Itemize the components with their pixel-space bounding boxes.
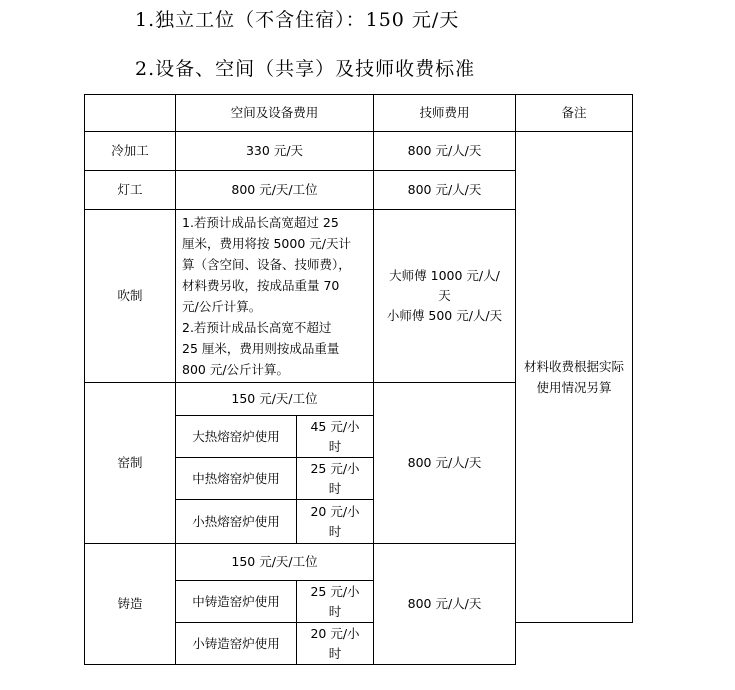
row-cold-work <box>85 132 633 171</box>
tech-line: 小师傅 500 元/人/天 <box>386 308 503 323</box>
category-kiln: 窑制 <box>85 383 176 544</box>
tech-line: 大师傅 1000 元/人/ <box>389 268 500 283</box>
desc-line: 800 元/公斤计算。 <box>182 362 290 377</box>
desc-line: 厘米，费用将按 5000 元/天计 <box>182 236 351 251</box>
price-line: 时 <box>328 480 342 496</box>
header-space-equipment: 空间及设备费用 <box>176 95 374 132</box>
desc-line: 1.若预计成品长高宽超过 25 <box>182 215 339 230</box>
price-line: 时 <box>328 645 342 661</box>
remarks-note-text: 材料收费根据实际使用情况另算 <box>524 359 625 395</box>
kiln-small-label: 小热熔窑炉使用 <box>176 500 297 544</box>
header-category <box>85 95 176 132</box>
price-line: 25 元/小 <box>310 583 360 599</box>
casting-small-label: 小铸造窑炉使用 <box>176 623 297 665</box>
kiln-large-price <box>297 416 374 458</box>
tech-fee-cold-work: 800 元/人/天 <box>374 132 516 171</box>
price-line: 时 <box>328 603 342 619</box>
desc-line: 材料费另收，按成品重量 70 <box>182 278 340 293</box>
desc-line: 2.若预计成品长高宽不超过 <box>182 320 332 335</box>
casting-station-fee: 150 元/天/工位 <box>176 544 374 581</box>
price-line: 时 <box>328 438 342 454</box>
price-line: 20 元/小 <box>310 503 360 519</box>
space-fee-glassblowing <box>176 210 374 383</box>
price-line: 25 元/小 <box>310 460 360 476</box>
casting-small-price <box>297 623 374 665</box>
header-row <box>85 95 633 132</box>
space-fee-lampwork: 800 元/天/工位 <box>176 171 374 210</box>
category-casting: 铸造 <box>85 544 176 665</box>
tech-line: 天 <box>438 288 451 303</box>
kiln-medium-price <box>297 458 374 500</box>
desc-line: 25 厘米，费用则按成品重量 <box>182 341 340 356</box>
header-technician: 技师费用 <box>374 95 516 132</box>
casting-medium-price <box>297 581 374 623</box>
category-cold-work: 冷加工 <box>85 132 176 171</box>
category-glassblowing: 吹制 <box>85 210 176 383</box>
kiln-small-price <box>297 500 374 544</box>
tech-fee-glassblowing <box>374 210 516 383</box>
desc-line: 算（含空间、设备、技师费）， <box>182 257 351 272</box>
tech-fee-kiln: 800 元/人/天 <box>374 383 516 544</box>
price-line: 45 元/小 <box>310 418 360 434</box>
heading-independent-station: 1.独立工位（不含住宿）：150 元/天 <box>135 9 460 31</box>
kiln-medium-label: 中热熔窑炉使用 <box>176 458 297 500</box>
casting-medium-label: 中铸造窑炉使用 <box>176 581 297 623</box>
price-line: 20 元/小 <box>310 625 360 641</box>
kiln-large-label: 大热熔窑炉使用 <box>176 416 297 458</box>
kiln-station-fee: 150 元/天/工位 <box>176 383 374 416</box>
desc-line: 元/公斤计算。 <box>182 299 262 314</box>
header-remarks: 备注 <box>516 95 633 132</box>
price-line: 时 <box>328 523 342 539</box>
tech-fee-casting: 800 元/人/天 <box>374 544 516 665</box>
fee-table <box>84 94 633 665</box>
heading-fee-standard: 2.设备、空间（共享）及技师收费标准 <box>135 58 476 80</box>
tech-fee-lampwork: 800 元/人/天 <box>374 171 516 210</box>
category-lampwork: 灯工 <box>85 171 176 210</box>
space-fee-cold-work: 330 元/天 <box>176 132 374 171</box>
remarks-note <box>516 132 633 623</box>
